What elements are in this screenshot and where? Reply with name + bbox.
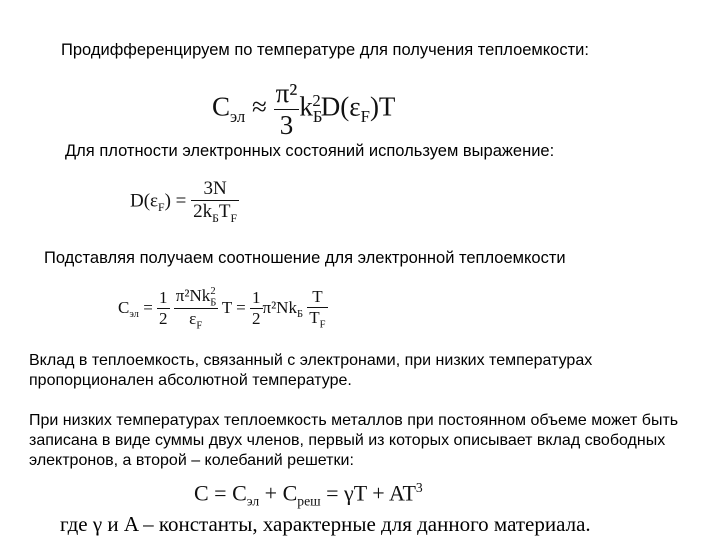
- formula-heat-capacity: [212, 78, 395, 141]
- f3-lhs: C: [118, 297, 130, 317]
- constants-note: где γ и A – константы, характерные для данного материала.: [60, 512, 591, 536]
- f3-half2-den: 2: [252, 309, 261, 329]
- f3-frac-num-sub: Б: [210, 297, 217, 309]
- f4-plus: + C: [259, 480, 298, 506]
- f3-frac-den-wrap: [174, 308, 218, 331]
- f4-c-sub2: реш: [297, 493, 321, 509]
- f1-k-sup: 2: [312, 90, 321, 110]
- f3-tf-fraction: [307, 287, 327, 330]
- formula-density: [130, 178, 239, 226]
- f3-frac-den: ε: [189, 309, 197, 329]
- f3-frac-num-wrap: [174, 286, 218, 308]
- f3-main-fraction: [174, 286, 218, 332]
- f2-lhs-tail: ) =: [164, 190, 187, 212]
- f1-rest-sub: F: [360, 107, 370, 127]
- f2-num: 3N: [203, 178, 227, 199]
- f1-rest: D(ε: [320, 91, 361, 122]
- f2-den-k: 2k: [193, 201, 213, 222]
- f4-c-sub1: эл: [246, 493, 260, 509]
- f1-frac-num: π²: [275, 78, 298, 108]
- f3-tf-den-wrap: [307, 307, 327, 330]
- f3-frac-den-sub: F: [196, 320, 203, 332]
- f1-rel: ≈: [252, 91, 267, 122]
- f4-rhs-sup: 3: [415, 480, 423, 495]
- intro-text: Продифференцируем по температуре для получения теплоемкости:: [61, 41, 589, 59]
- f3-half: [157, 288, 170, 329]
- f2-den-t: T: [218, 201, 231, 222]
- f1-k: k: [299, 91, 313, 122]
- f3-lhs-sub: эл: [129, 309, 139, 321]
- f2-fraction: [191, 178, 239, 226]
- f3-half2: [250, 288, 263, 329]
- density-text: Для плотности электронных состояний используем выражение:: [65, 142, 555, 160]
- f1-lhs: C: [212, 91, 231, 122]
- f2-den-k-sub: Б: [212, 211, 219, 225]
- f1-lhs-sub: эл: [230, 107, 246, 127]
- f3-tf-den: T: [309, 308, 320, 328]
- f2-den: [191, 200, 239, 226]
- f2-lhs: D(ε: [130, 190, 159, 212]
- formula-electronic-heat: [118, 286, 328, 332]
- f4-c: C = C: [194, 480, 247, 506]
- f1-tail: )T: [369, 91, 396, 122]
- f3-half-num: 1: [159, 288, 168, 308]
- f3-frac-num: π²Nk: [175, 286, 211, 305]
- f3-frac-num-sup: 2: [210, 286, 216, 298]
- f3-half2-num: 1: [252, 288, 261, 308]
- f3-mid-sub: Б: [296, 309, 304, 321]
- f1-k-sub: Б: [312, 107, 323, 127]
- f3-mid: π²Nk: [262, 297, 297, 317]
- f3-tf-den-sub: F: [319, 319, 326, 331]
- formula-total-heat: [194, 480, 423, 510]
- f3-eq1: =: [143, 297, 153, 317]
- f1-frac-den: 3: [274, 109, 300, 141]
- f2-den-t-sub: F: [230, 211, 238, 225]
- substitute-text: Подставляя получаем соотношение для электронной теплоемкости: [44, 249, 566, 267]
- f2-lhs-sub: F: [158, 201, 165, 215]
- f3-t: T =: [221, 297, 246, 317]
- f1-fraction: [274, 78, 300, 141]
- low-temp-paragraph: При низких температурах теплоемкость металлов при постоянном объеме может быть записана в виде суммы двух членов, первый из которых описывает вклад свободных электронов, а второй – колебаний решетки:: [29, 412, 679, 469]
- f3-tf-num: T: [312, 287, 323, 307]
- contribution-paragraph: Вклад в теплоемкость, связанный с электронами, при низких температурах пропорционален абсолютной температуре.: [29, 352, 593, 389]
- f3-half-den: 2: [159, 309, 168, 329]
- f4-rhs: = γT + AT: [320, 480, 416, 506]
